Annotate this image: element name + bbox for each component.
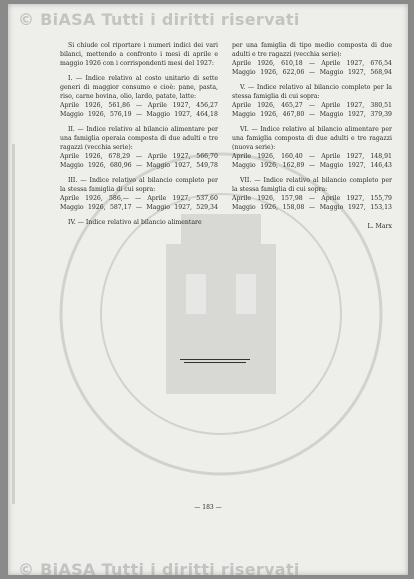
index-value: 549,78: [196, 161, 218, 169]
section-heading: II. — Indice relativo al bilancio alimentare per una famiglia operaia composta di due adulti e tre ragazzi (vecchia serie):: [60, 125, 218, 151]
year-label: 1926,: [257, 152, 275, 160]
month-label: Maggio: [232, 110, 256, 118]
left-intro: Si chiude col riportare i numeri indici dei vari bilanci, mettendo a confronto i mesi di aprile e maggio 1926 con i corrispondenti mesi del 1927:: [60, 42, 218, 67]
month-label: Maggio: [146, 110, 170, 118]
month-label: Aprile: [60, 152, 80, 160]
index-value: 610,18: [281, 59, 303, 67]
page-number: — 183 —: [194, 504, 222, 511]
section-heading: IV. — Indice relativo al bilancio alimentare: [68, 218, 202, 226]
month-label: Aprile: [147, 194, 167, 202]
index-value: 155,79: [370, 194, 392, 202]
year-label: 1927,: [348, 68, 366, 76]
dash: —: [308, 59, 316, 67]
dash: —: [308, 110, 316, 118]
document-page: [8, 4, 408, 575]
dash: —: [135, 152, 143, 160]
month-label: Maggio: [319, 203, 344, 211]
index-value: 148,91: [370, 152, 392, 160]
dash: —: [308, 203, 316, 211]
month-label: Aprile: [321, 152, 341, 160]
section-heading: VII. — Indice relativo al bilancio completo per la stessa famiglia di cui sopra:: [232, 176, 392, 193]
index-value: 456,27: [196, 101, 218, 109]
index-value: 158,08: [282, 203, 305, 211]
dash: —: [308, 101, 316, 109]
watermark-bottom: © BiASA Tutti i diritti riservati: [18, 560, 300, 575]
index-value: 568,94: [370, 68, 392, 76]
dash: —: [308, 194, 316, 202]
month-label: Maggio: [60, 110, 84, 118]
month-label: Maggio: [319, 110, 344, 118]
index-value: 146,43: [370, 161, 392, 169]
index-value: 576,19: [109, 110, 132, 118]
index-value: 464,18: [196, 110, 218, 118]
index-value: 162,89: [282, 161, 305, 169]
year-label: 1926,: [87, 203, 106, 211]
section-heading: V. — Indice relativo al bilancio completo per la stessa famiglia di cui sopra:: [232, 83, 392, 100]
year-label: 1927,: [348, 161, 366, 169]
section-divider: [180, 359, 250, 360]
year-label: 1927,: [174, 110, 192, 118]
year-label: 1926,: [260, 68, 278, 76]
year-label: 1926,: [260, 203, 278, 211]
index-value: 379,39: [370, 110, 392, 118]
month-label: Maggio: [146, 203, 170, 211]
year-label: 1926,: [260, 161, 278, 169]
table-row: [232, 195, 392, 204]
month-label: Aprile: [232, 194, 252, 202]
table-row: [60, 162, 218, 171]
year-label: 1926,: [257, 59, 275, 67]
month-label: Maggio: [232, 203, 256, 211]
dash: —: [308, 161, 316, 169]
table-row: [232, 69, 392, 78]
year-label: 1926,: [84, 101, 103, 109]
dash: —: [308, 68, 316, 76]
year-label: 1926,: [87, 161, 106, 169]
index-value: 160,40: [281, 152, 303, 160]
index-value: 566,70: [196, 152, 218, 160]
index-value: 380,51: [370, 101, 392, 109]
index-value: 153,13: [370, 203, 392, 211]
index-value: 529,34: [196, 203, 218, 211]
table-row: [232, 162, 392, 171]
index-value: 680,96: [109, 161, 132, 169]
month-label: Maggio: [319, 68, 344, 76]
year-label: 1927,: [172, 194, 191, 202]
index-value: 678,29: [108, 152, 131, 160]
year-label: 1926,: [260, 110, 278, 118]
table-row: [60, 204, 218, 213]
index-value: 157,98: [281, 194, 303, 202]
year-label: 1926,: [84, 152, 103, 160]
index-value: 676,54: [370, 59, 392, 67]
section-heading: VI. — Indice relativo al bilancio alimentare per una famiglia composta di due adulti e tre ragazzi (nuova serie):: [232, 125, 392, 151]
table-row: [60, 111, 218, 120]
month-label: Maggio: [319, 161, 344, 169]
section-heading: III. — Indice relativo al bilancio completo per la stessa famiglia di cui sopra:: [60, 176, 218, 193]
month-label: Maggio: [60, 161, 84, 169]
index-value: 586,—: [108, 194, 129, 202]
page-binding-edge: [12, 144, 15, 504]
month-label: Aprile: [147, 152, 167, 160]
right-intro: per una famiglia di tipo medio composta di due adulti e tre ragazzi (vecchia serie):: [232, 42, 392, 58]
month-label: Maggio: [232, 161, 256, 169]
index-value: 467,80: [282, 110, 305, 118]
year-label: 1926,: [257, 194, 275, 202]
watermark-top: © BiASA Tutti i diritti riservati: [18, 10, 300, 29]
year-label: 1927,: [174, 161, 192, 169]
month-label: Aprile: [147, 101, 167, 109]
month-label: Maggio: [232, 68, 256, 76]
dash: —: [135, 194, 142, 202]
index-value: 465,27: [281, 101, 303, 109]
index-value: 587,17: [109, 203, 132, 211]
year-label: 1926,: [87, 110, 106, 118]
year-label: 1927,: [346, 152, 365, 160]
month-label: Maggio: [60, 203, 84, 211]
table-row: [232, 204, 392, 213]
dash: —: [135, 110, 143, 118]
year-label: 1927,: [172, 101, 191, 109]
year-label: 1927,: [346, 59, 365, 67]
month-label: Aprile: [321, 59, 341, 67]
year-label: 1927,: [174, 203, 192, 211]
dash: —: [135, 203, 143, 211]
month-label: Aprile: [321, 101, 341, 109]
month-label: Maggio: [146, 161, 170, 169]
year-label: 1927,: [346, 194, 365, 202]
month-label: Aprile: [232, 152, 252, 160]
right-column: [232, 42, 392, 232]
index-value: 622,06: [282, 68, 305, 76]
dash: —: [135, 101, 143, 109]
index-value: 561,86: [108, 101, 131, 109]
table-row: [232, 111, 392, 120]
month-label: Aprile: [232, 101, 252, 109]
year-label: 1927,: [346, 101, 365, 109]
table-row: [60, 195, 218, 204]
table-row: [232, 60, 392, 69]
year-label: 1927,: [172, 152, 191, 160]
table-row: [60, 153, 218, 162]
author-signature: L. Marx: [367, 222, 392, 230]
year-label: 1927,: [348, 203, 366, 211]
table-row: [232, 153, 392, 162]
table-row: [60, 102, 218, 111]
year-label: 1926,: [85, 194, 103, 202]
table-row: [232, 102, 392, 111]
month-label: Aprile: [232, 59, 252, 67]
dash: —: [135, 161, 143, 169]
left-column: [60, 42, 218, 228]
dash: —: [308, 152, 316, 160]
section-divider: [184, 362, 246, 363]
month-label: Aprile: [60, 194, 80, 202]
month-label: Aprile: [321, 194, 341, 202]
section-heading: I. — Indice relativo al costo unitario di sette generi di maggior consumo e cioè: pane, pasta, riso, carne bovina, olio, lardo, patate, latte:: [60, 74, 218, 100]
year-label: 1926,: [257, 101, 275, 109]
year-label: 1927,: [348, 110, 366, 118]
month-label: Aprile: [60, 101, 80, 109]
index-value: 537,60: [196, 194, 218, 202]
